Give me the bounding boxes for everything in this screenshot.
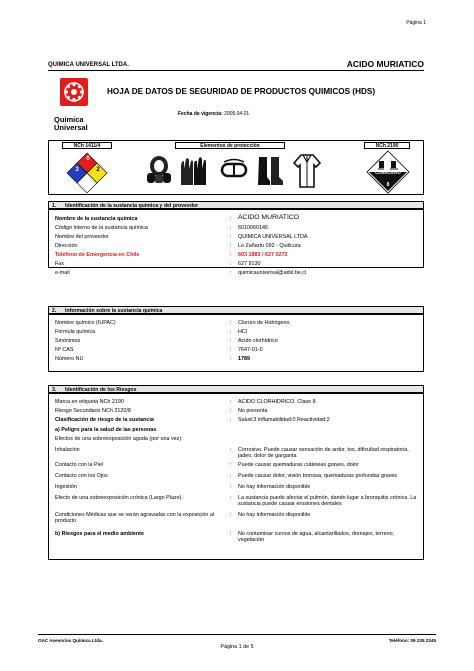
- row-value: No contaminar cursos de agua, alcantarillados, drenajes, terreno, vegetación: [238, 531, 395, 544]
- nfpa-reactivity: 2: [96, 167, 100, 173]
- row-colon: :: [230, 473, 232, 479]
- corrosive-label: CORROSIVO: [375, 170, 401, 175]
- row-colon: :: [230, 261, 232, 267]
- nfpa-flammability: 0: [86, 156, 90, 162]
- row-value: quimicauniversal@adsl.tie.cl: [238, 270, 307, 276]
- section-row: [0, 320, 474, 329]
- company-name: QUIMICA UNIVERSAL LTDA.: [48, 62, 129, 68]
- section-row: [0, 252, 474, 261]
- row-colon: :: [230, 320, 232, 326]
- row-value: 603 1883 / 627 0272: [238, 252, 288, 258]
- row-value: Salud:3 Inflamabilidad:0 Reactividad:2: [238, 417, 330, 423]
- logo-text-line2: Universal: [54, 123, 88, 132]
- section-row: [0, 347, 474, 356]
- row-label: Nº CAS: [55, 347, 74, 353]
- row-label: Ingestión: [55, 484, 77, 490]
- section-row: [0, 329, 474, 338]
- row-value: No hay información disponible: [238, 484, 311, 490]
- vigencia-value: 2005.04.01: [224, 111, 250, 117]
- logo-emblem-icon: [54, 78, 94, 114]
- row-value: ACIDO MURIATICO: [238, 214, 300, 221]
- section-row: [0, 447, 474, 460]
- boots-icon: [256, 155, 284, 187]
- row-label: Nombre químico (IUPAC): [55, 320, 116, 326]
- section-row: [0, 417, 474, 426]
- protection-header: Elementos de protección: [175, 142, 285, 149]
- section-number: 1.: [52, 202, 57, 209]
- row-colon: :: [230, 356, 232, 362]
- section-row: [0, 512, 474, 525]
- row-colon: :: [230, 462, 232, 468]
- section-number: 3.: [52, 386, 57, 393]
- section-2-header: [48, 306, 424, 314]
- row-value: 6010060145: [238, 225, 268, 231]
- corrosive-class-number: 8: [386, 182, 390, 188]
- row-label: Efecto de una sobreexposición crónica (Largo Plazo): [55, 495, 182, 501]
- row-colon: :: [230, 216, 232, 222]
- row-label: Dirección: [55, 243, 78, 249]
- row-colon: :: [230, 225, 232, 231]
- row-colon: :: [230, 347, 232, 353]
- section-title: Identificación de los Riesgos: [65, 386, 137, 393]
- row-value: 627 9130: [238, 261, 261, 267]
- section-number: 2.: [52, 307, 57, 314]
- section-row: [0, 216, 474, 225]
- row-label: Fórmula química: [55, 329, 96, 335]
- row-label: Sinónimos: [55, 338, 81, 344]
- row-label: Efectos de una sobreexposición aguda (por una vez): [55, 436, 182, 442]
- row-label: Número NU: [55, 356, 84, 362]
- row-label: Fax: [55, 261, 64, 267]
- section-row: [0, 427, 474, 436]
- section-row: [0, 399, 474, 408]
- row-label: Nombre del proveedor: [55, 234, 109, 240]
- section-row: [0, 338, 474, 347]
- row-label: e-mail: [55, 270, 70, 276]
- section-1-header: [48, 201, 424, 209]
- section-3-header: [48, 385, 424, 393]
- row-label: Nombre de la sustancia química: [55, 216, 138, 222]
- footer-rule: [38, 634, 436, 635]
- row-colon: :: [230, 252, 232, 258]
- row-colon: :: [230, 234, 232, 240]
- section-title: Información sobre la sustancia química: [65, 307, 163, 314]
- document-title: HOJA DE DATOS DE SEGURIDAD DE PRODUCTOS QUIMICOS (HDS): [107, 87, 376, 96]
- row-label: Inhalación: [55, 447, 80, 453]
- section-row: [0, 408, 474, 417]
- company-logo: [54, 78, 94, 114]
- row-colon: :: [230, 399, 232, 405]
- row-value: QUIMICA UNIVERSAL LTDA.: [238, 234, 309, 240]
- section-row: [0, 225, 474, 234]
- row-colon: :: [230, 338, 232, 344]
- footer-right: Teléfono: 09 235 2245: [388, 638, 436, 643]
- vigencia-label: Fecha de vigencia:: [178, 111, 223, 117]
- section-row: [0, 484, 474, 493]
- respirator-icon: [145, 155, 173, 187]
- section-row: [0, 234, 474, 243]
- section-row: [0, 462, 474, 471]
- footer-left: OAC Asesorías Química Ltda.: [38, 638, 103, 643]
- vigencia: [178, 111, 249, 117]
- row-value: 1789: [238, 356, 250, 362]
- row-value: No presenta: [238, 408, 268, 414]
- row-label: a) Peligro para la salud de las personas: [55, 427, 157, 433]
- row-colon: :: [230, 270, 232, 276]
- row-colon: :: [230, 484, 232, 490]
- lab-coat-icon: [292, 153, 322, 189]
- footer-page-number: Página 1 de 5: [220, 644, 254, 650]
- row-colon: :: [230, 329, 232, 335]
- gloves-icon: [178, 155, 210, 187]
- row-colon: :: [230, 531, 232, 537]
- row-label: Contacto con la Piel: [55, 462, 103, 468]
- row-value: Cloruro de Hidrógeno: [238, 320, 290, 326]
- row-label: Condiciones Médicas que se verán agravadas con la exposición al producto: [55, 512, 215, 525]
- row-value: No hay información disponible: [238, 512, 311, 518]
- row-value: La sustancia puede afectar el pulmón, dando lugar a bronquitis crónica. La sustancia puede causar erosiones dentales: [238, 495, 417, 508]
- row-label: Clasificación de riesgo de la sustancia: [55, 417, 154, 423]
- row-value: Corrosivo. Puede causar sensación de ardor, tos, dificultad respiratoria, jadeo, dolor de garganta: [238, 447, 409, 460]
- row-value: Lo Zañartu 092 - Quilicura: [238, 243, 301, 249]
- row-colon: :: [230, 495, 232, 501]
- row-label: b) Riesgos para el medio ambiente: [55, 531, 144, 537]
- logo-text-line1: Química: [54, 115, 84, 124]
- row-label: Código interno de la sustancia química: [55, 225, 148, 231]
- section-row: [0, 261, 474, 270]
- nch2190-header: NCh 2190: [364, 142, 410, 149]
- goggles-icon: [220, 158, 248, 184]
- section-row: [0, 243, 474, 252]
- section-row: [0, 270, 474, 279]
- page-number-header: Página 1: [406, 20, 426, 26]
- row-value: HCl: [238, 329, 247, 335]
- section-row: [0, 473, 474, 482]
- row-colon: :: [230, 243, 232, 249]
- row-value: ACIDO CLORHIDRICO. Clase 8: [238, 399, 316, 405]
- row-value: Puede causar dolor, visión borrosa, quemaduras profundas graves: [238, 473, 398, 479]
- nch1411-header: NCh 1411/4: [62, 142, 112, 149]
- row-label: Riesgo Secundario NCh 2120/8: [55, 408, 131, 414]
- header-rule: [48, 70, 424, 71]
- row-colon: :: [230, 408, 232, 414]
- row-value: 7647-01-0: [238, 347, 263, 353]
- row-colon: :: [230, 447, 232, 453]
- row-label: Teléfono de Emergencia en Chile: [55, 252, 140, 258]
- row-value: Acido clorhídrico: [238, 338, 278, 344]
- section-row: [0, 356, 474, 365]
- product-title: ACIDO MURIATICO: [346, 59, 424, 69]
- row-label: Contacto con los Ojos: [55, 473, 108, 479]
- row-colon: :: [230, 417, 232, 423]
- section-row: [0, 495, 474, 508]
- row-value: Puede causar quemaduras cutáneas graves, dolor: [238, 462, 359, 468]
- row-label: Marca en etiqueta NCh 2190: [55, 399, 124, 405]
- nfpa-health: 3: [75, 167, 79, 173]
- section-title: Identificación de la sustancia química y del proveedor: [65, 202, 199, 209]
- row-colon: :: [230, 512, 232, 518]
- section-row: [0, 436, 474, 445]
- section-row: [0, 531, 474, 544]
